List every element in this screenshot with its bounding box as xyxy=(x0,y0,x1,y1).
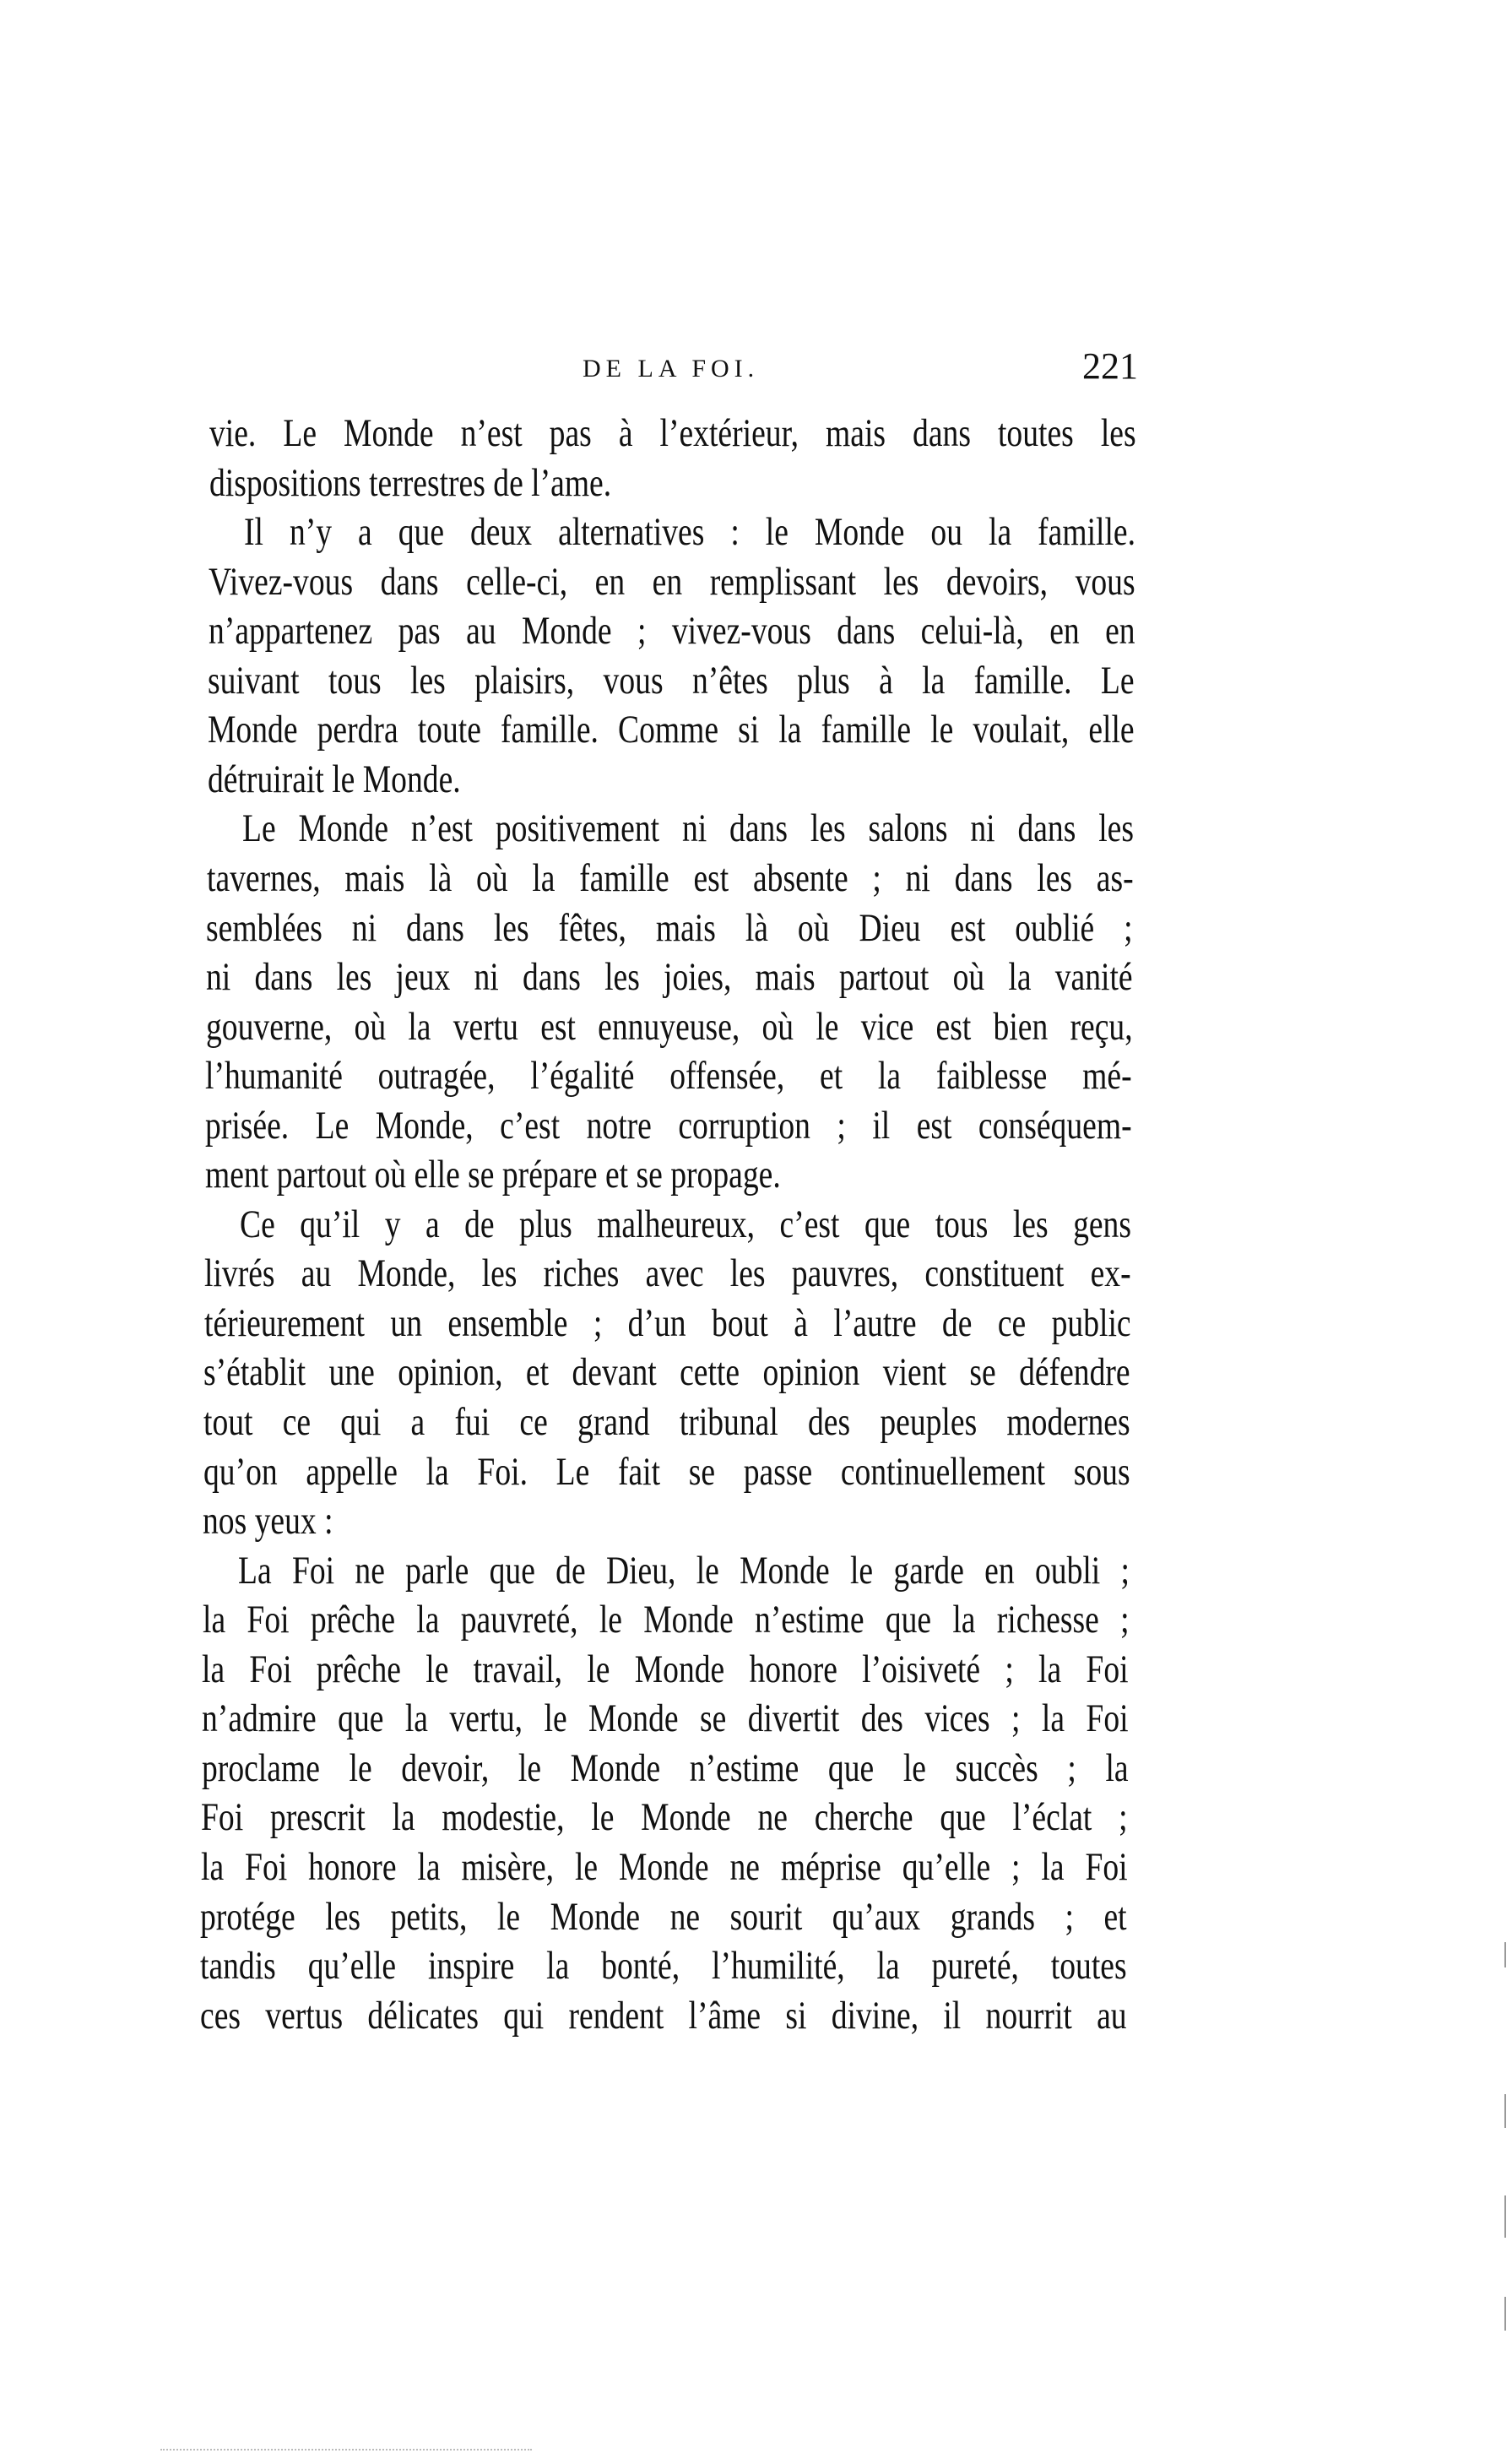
text-line: la Foi prêche la pauvreté, le Monde n’estime que la richesse ; xyxy=(203,1598,1130,1642)
text-line: protége les petits, le Monde ne sourit qu’aux grands ; et xyxy=(200,1894,1127,1939)
text-line: Il n’y a que deux alternatives : le Monde ou la famille. xyxy=(244,510,1135,555)
text-line: Le Monde n’est positivement ni dans les salons ni dans les xyxy=(242,806,1134,851)
text-line: s’établit une opinion, et devant cette opinion vient se défendre xyxy=(203,1350,1130,1395)
scan-artifact xyxy=(160,2449,532,2452)
text-line: Monde perdra toute famille. Comme si la famille le voulait, elle xyxy=(208,708,1135,752)
scan-artifact xyxy=(1504,2297,1506,2331)
text-line: vie. Le Monde n’est pas à l’extérieur, mais dans toutes les xyxy=(209,411,1136,455)
text-line: nos yeux : xyxy=(203,1499,333,1544)
text-line: proclame le devoir, le Monde n’estime que le succès ; la xyxy=(202,1745,1129,1790)
text-line: ment partout où elle se prépare et se propage. xyxy=(205,1153,781,1197)
scan-artifact xyxy=(1504,2094,1506,2128)
text-line: tavernes, mais là où la famille est absente ; ni dans les as- xyxy=(207,855,1134,900)
text-line: détruirait le Monde. xyxy=(208,757,461,801)
text-line: Foi prescrit la modestie, le Monde ne cherche que l’éclat ; xyxy=(201,1795,1128,1840)
text-line: prisée. Le Monde, c’est notre corruption ; il est conséquem- xyxy=(205,1103,1132,1148)
text-line: livrés au Monde, les riches avec les pauvres, constituent ex- xyxy=(204,1251,1131,1296)
text-line: tandis qu’elle inspire la bonté, l’humilité, la pureté, toutes xyxy=(200,1944,1127,1989)
text-line: qu’on appelle la Foi. Le fait se passe continuellement sous xyxy=(203,1449,1130,1494)
text-line: n’appartenez pas au Monde ; vivez-vous dans celui-là, en en xyxy=(209,609,1135,654)
scan-artifact xyxy=(1504,2195,1506,2238)
text-line: tout ce qui a fui ce grand tribunal des peuples modernes xyxy=(203,1400,1130,1444)
text-line: n’admire que la vertu, le Monde se divertit des vices ; la Foi xyxy=(202,1696,1129,1741)
text-line: Ce qu’il y a de plus malheureux, c’est que tous les gens xyxy=(240,1202,1131,1246)
text-line: semblées ni dans les fêtes, mais là où Dieu est oublié ; xyxy=(206,905,1133,950)
scan-artifact xyxy=(1504,1942,1506,1967)
text-line: Vivez-vous dans celle-ci, en en remplissant les devoirs, vous xyxy=(209,559,1135,604)
running-head: DE LA FOI. xyxy=(583,355,760,383)
text-line: térieurement un ensemble ; d’un bout à l’autre de ce public xyxy=(204,1300,1131,1345)
text-line: ni dans les jeux ni dans les joies, mais partout où la vanité xyxy=(206,955,1133,1000)
text-line: La Foi ne parle que de Dieu, le Monde le garde en oubli ; xyxy=(238,1548,1130,1593)
text-line: la Foi prêche le travail, le Monde honore l’oisiveté ; la Foi xyxy=(202,1647,1129,1691)
text-line: gouverne, où la vertu est ennuyeuse, où le vice est bien reçu, xyxy=(206,1004,1133,1049)
text-line: suivant tous les plaisirs, vous n’êtes plus à la famille. Le xyxy=(208,658,1135,703)
text-line: ces vertus délicates qui rendent l’âme si divine, il nourrit au xyxy=(200,1993,1127,2038)
text-line: l’humanité outragée, l’égalité offensée, et la faiblesse mé- xyxy=(205,1054,1132,1099)
text-line: dispositions terrestres de l’ame. xyxy=(209,460,612,505)
page-number: 221 xyxy=(1082,345,1138,387)
text-line: la Foi honore la misère, le Monde ne méprise qu’elle ; la Foi xyxy=(201,1844,1128,1889)
